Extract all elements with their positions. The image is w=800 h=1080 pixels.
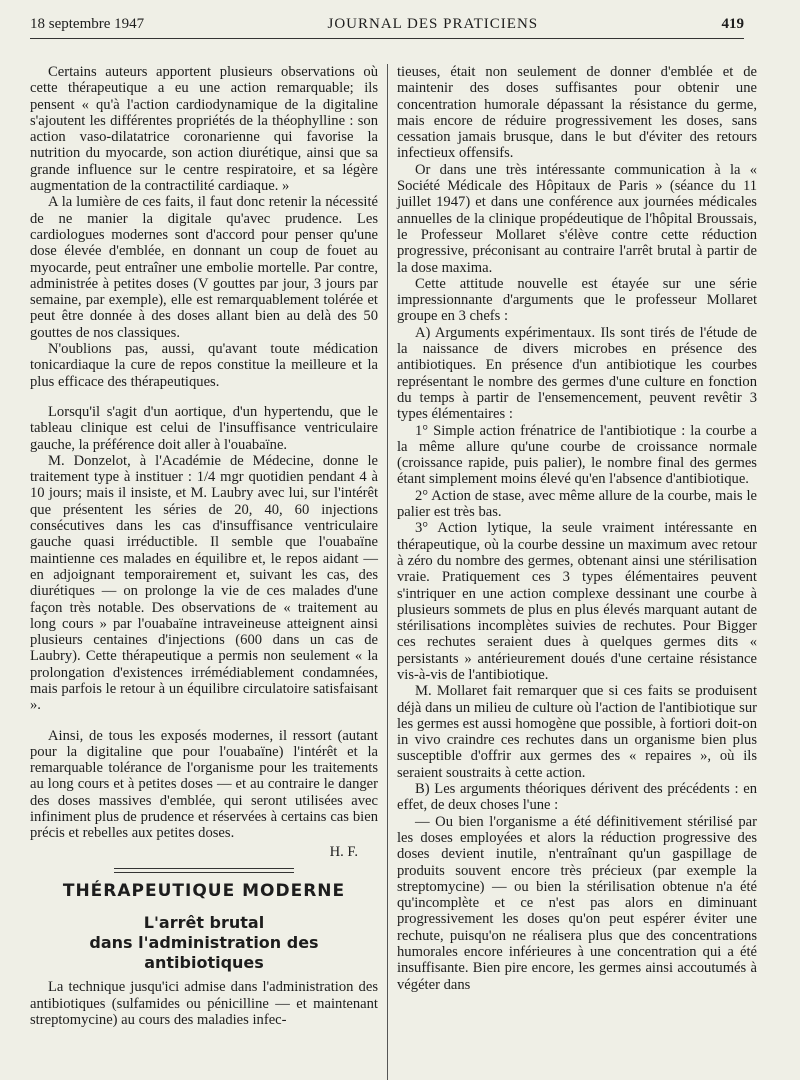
header-date: 18 septembre 1947 (30, 16, 145, 32)
paragraph: Certains auteurs apportent plusieurs observations où cette thérapeutique a eu une action remarquable; ils pensent « qu'à l'action cardiodynamique de la digitaline s'ajoutent les différentes propriétés de la théophylline : son action vaso-dilatatrice coronarienne qui favorise la nutrition du myocarde, son action diurétique, ainsi que sa grande influence sur le centre respiratoire, et sa légère augmentation de la contractilité cardiaque. » (30, 64, 378, 195)
paragraph: M. Donzelot, à l'Académie de Médecine, donne le traitement type à instituer : 1/4 mgr quotidien pendant 4 à 10 jours; mais il insiste, et M. Laubry avec lui, sur l'intérêt que présentent les séries de 20, 40, 60 injections consécutives dans les cas d'insuffisance ventriculaire gauche quasi irréductible. Il semble que l'ouabaïne maintienne ces malades en équilibre et, le repos aidant — en adjoignant temporairement et, suivant les cas, des diurétiques — on prolonge la vie de ces malades d'une façon très notable. Des observations de « traitement au long cours » par l'ouabaïne intraveineuse atteignent ainsi plusieurs centaines d'injections (600 dans un cas de Laubry). Cette thérapeutique a permis non seulement « la prolongation d'existences irrémédiablement condamnées, mais parfois le retour à un équilibre circulatoire satisfaisant ». (30, 452, 378, 714)
article-title-line: L'arrêt brutal (143, 913, 265, 933)
paragraph: Cette attitude nouvelle est étayée sur une série impressionnante d'arguments que le professeur Mollaret groupe en 3 chefs : (397, 275, 757, 325)
paragraph: A) Arguments expérimentaux. Ils sont tirés de l'étude de la naissance de divers microbes en présence des antibiotiques. En présence d'un antibiotique les courbes représentant le nombre des germes d'une culture en fonction du temps à partir de l'ensemencement, peuvent revêtir 3 types élémentaires : (397, 324, 757, 423)
section-heading: THÉRAPEUTIQUE MODERNE (62, 880, 346, 901)
author-signature: H. F. (329, 843, 358, 860)
section-divider (114, 872, 294, 873)
paragraph: A la lumière de ces faits, il faut donc retenir la nécessité de ne manier la digitale qu'avec prudence. Les cardiologues modernes sont d'accord pour penser qu'une dose élevée d'emblée, en donnant un coup de fouet au myocarde, peut entraîner une embolie mortelle. Par contre, administrée à petites doses (V gouttes par jour, 3 jours par semaine, par exemple), elle est remarquablement tolérée et peut être donnée à des doses allant bien au delà des 50 gouttes de nos classiques. (30, 194, 378, 341)
paragraph: Ainsi, de tous les exposés modernes, il ressort (autant pour la digitaline que pour l'ouabaïne) l'intérêt et la remarquable tolérance de l'organisme pour les traitements au long cours et à petites doses — et au contraire le danger des doses massives d'emblée, qui seront utilisées avec infiniment plus de prudence et réservées à certains cas bien précis et rebelles aux petites doses. (30, 727, 378, 842)
paragraph: N'oublions pas, aussi, qu'avant toute médication tonicardiaque la cure de repos constitue la meilleure et la plus efficace des thérapeutiques. (30, 341, 378, 390)
right-column (397, 64, 757, 1080)
journal-title: JOURNAL DES PRATICIENS (327, 16, 539, 32)
paragraph: 1° Simple action frénatrice de l'antibiotique : la courbe a la même allure qu'une courbe de croissance normale (croissance rapide, puis palier), le nombre final des germes étant simplement moins élevé qu'en l'absence d'antibiotique. (397, 422, 757, 488)
paragraph: — Ou bien l'organisme a été définitivement stérilisé par les doses employées et alors la réduction progressive des doses devient inutile, n'entraînant qu'un gaspillage de produits souvent encore très précieux (par exemple la streptomycine) — ou bien la stérilisation obtenue n'a été qu'incomplète et ce n'est pas alors en diminuant progressivement les doses qu'on peut espérer éviter une rechute, puisqu'on ne réalisera plus que des concentrations humorales encore inférieures à une concentration qui a été insuffisante. Bien pire encore, les germes ainsi accoutumés à végéter dans (397, 813, 757, 993)
page-number: 419 (721, 16, 744, 32)
paragraph: 2° Action de stase, avec même allure de la courbe, mais le palier est très bas. (397, 487, 757, 521)
paragraph: Lorsqu'il s'agit d'un aortique, d'un hypertendu, que le tableau clinique est celui de l'insuffisance ventriculaire gauche, la préférence doit aller à l'ouabaïne. (30, 403, 378, 453)
paragraph: 3° Action lytique, la seule vraiment intéressante en thérapeutique, où la courbe dessine un maximum avec retour à zéro du nombre des germes, obtenant ainsi une stérilisation vraie. Pratiquement ces 3 types élémentaires peuvent s'intriquer en une action complexe dessinant une courbe à plusieurs sommets de plus en plus élevés marquant autant de stérilisations incomplètes suivies de rechutes. Pour Bigger ces rechutes seraient dues à quelques germes dits « persistants » antérieurement doués d'une certaine résistance vis-à-vis de l'antibiotique. (397, 520, 757, 683)
paragraph: Or dans une très intéressante communication à la « Société Médicale des Hôpitaux de Paris » (séance du 11 juillet 1947) et dans une conférence aux journées médicales annuelles de la clinique propédeutique de l'hôpital Broussais, le Professeur Mollaret s'élève contre cette réduction progressive, préconisant au contraire l'arrêt brutal à partir de la dose maxima. (397, 161, 757, 276)
article-title (30, 913, 378, 973)
article-title-line: dans l'administration des antibiotiques (89, 933, 319, 973)
column-divider (387, 64, 388, 1080)
paragraph: tieuses, était non seulement de donner d'emblée et de maintenir des doses suffisantes pour obtenir une concentration humorale dépassant la résistance du germe, mais encore de réduire progressivement les doses, sans cessation jamais brusque, dans le but d'éviter des retours infectieux offensifs. (397, 64, 757, 162)
paragraph: M. Mollaret fait remarquer que si ces faits se produisent déjà dans un milieu de culture où l'action de l'antibiotique sur les germes est aussi homogène que possible, à fortiori doit-on in vivo craindre ces rechutes dans un organisme bien plus susceptible d'offrir aux germes des « repaires », où ils seraient soustraits à cette action. (397, 683, 757, 781)
left-column (30, 64, 378, 1080)
paragraph: La technique jusqu'ici admise dans l'administration des antibiotiques (sulfamides ou pénicilline — et maintenant streptomycine) au cours des maladies infec- (30, 979, 378, 1028)
running-header (30, 16, 744, 39)
paragraph: B) Les arguments théoriques dérivent des précédents : en effet, de deux choses l'une : (397, 781, 757, 814)
section-divider (114, 868, 294, 869)
